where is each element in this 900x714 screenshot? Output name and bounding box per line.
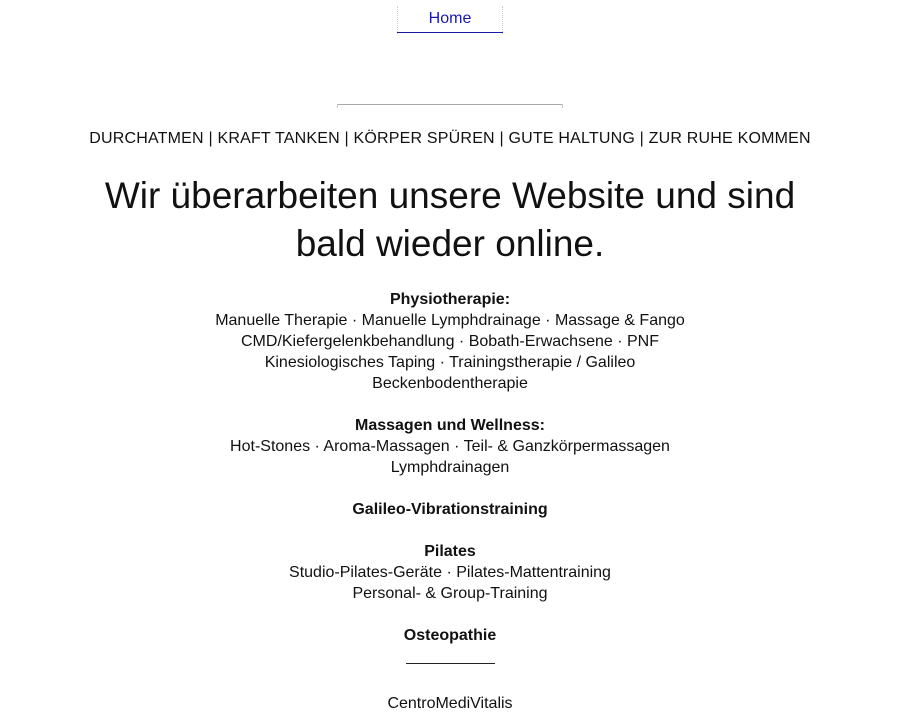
bottom-divider: [406, 663, 495, 664]
page-headline: Wir überarbeiten unsere Website und sind bald wieder online.: [104, 175, 796, 264]
home-link[interactable]: Home: [397, 10, 503, 33]
section-title: Galileo-Vibrationstraining: [352, 501, 548, 518]
section-osteopathie: [0, 625, 900, 646]
section-line: Hot-Stones · Aroma-Massagen · Teil- & Ganzkörpermassagen: [230, 438, 670, 455]
section-line: Personal- & Group-Training: [352, 585, 548, 602]
tagline: DURCHATMEN | KRAFT TANKEN | KÖRPER SPÜREN | GUTE HALTUNG | ZUR RUHE KOMMEN: [89, 130, 811, 147]
section-title: Osteopathie: [403, 627, 497, 644]
section-galileo: [0, 499, 900, 520]
section-line: Manuelle Therapie · Manuelle Lymphdrainage · Massage & Fango: [215, 312, 685, 329]
section-line: Studio-Pilates-Geräte · Pilates-Mattentraining: [289, 564, 611, 581]
top-nav: [397, 6, 503, 34]
section-pilates: [0, 541, 900, 604]
section-line: Lymphdrainagen: [390, 459, 510, 476]
section-line: Kinesiologisches Taping · Trainingstherapie / Galileo: [264, 354, 636, 371]
section-title: Physiotherapie:: [389, 291, 511, 308]
top-divider: [337, 104, 563, 105]
section-physiotherapie: [0, 289, 900, 394]
section-line: CMD/Kiefergelenkbehandlung · Bobath-Erwachsene · PNF: [241, 333, 659, 350]
footer-company-name: CentroMediVitalis: [387, 695, 513, 712]
section-massagen-wellness: [0, 415, 900, 478]
services-list: [0, 289, 900, 714]
section-line: Beckenbodentherapie: [372, 375, 528, 392]
section-title: Massagen und Wellness:: [355, 417, 545, 434]
section-title: Pilates: [424, 543, 476, 560]
